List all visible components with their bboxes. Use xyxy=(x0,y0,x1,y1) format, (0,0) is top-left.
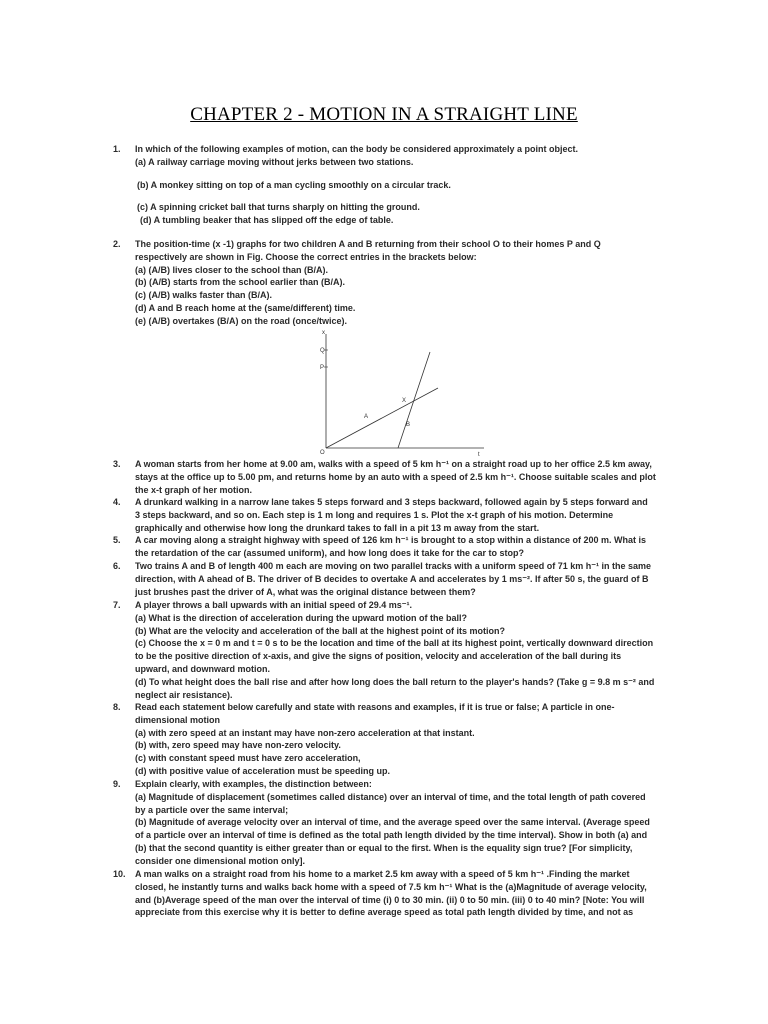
question-text: A woman starts from her home at 9.00 am, walks with a speed of 5 km h⁻¹ on a straight road up to her office 2.5 km away, xyxy=(135,459,652,469)
option-a: (a) with zero speed at an instant may have non-zero acceleration at that instant. xyxy=(135,727,475,738)
question-text: just brushes past the driver of A, what was the original distance between them? xyxy=(135,586,476,597)
question-number: 8. xyxy=(113,702,121,712)
question-text: A drunkard walking in a narrow lane takes 5 steps forward and 3 steps backward, followed again by 5 steps forward and xyxy=(135,497,648,507)
question-2 xyxy=(113,238,683,328)
option-c: (c) with constant speed must have zero acceleration, xyxy=(135,753,361,764)
question-text: appreciate from this exercise why it is better to define average speed as total path length divided by time, and not as xyxy=(135,907,634,918)
question-number: 9. xyxy=(113,779,121,789)
question-4 xyxy=(113,496,683,534)
position-time-graph xyxy=(318,330,488,458)
option-b: (b) (A/B) starts from the school earlier than (B/A). xyxy=(135,277,346,288)
question-number: 4. xyxy=(113,497,121,507)
question-text: 3 steps backward, and so on. Each step is 1 m long and requires 1 s. Plot the x-t graph of his motion. Determine xyxy=(135,509,614,520)
option-d: (d) A tumbling beaker that has slipped off the edge of table. xyxy=(140,215,394,226)
option-b: of a particle over an interval of time is defined as the total path length divided by the time interval). Show in both (a) and xyxy=(135,830,648,841)
question-9 xyxy=(113,778,683,868)
option-a: (a) A railway carriage moving without jerks between two stations. xyxy=(135,156,414,167)
question-text: respectively are shown in Fig. Choose the correct entries in the brackets below: xyxy=(135,251,477,262)
option-b: (b) Magnitude of average velocity over an interval of time, and the average speed over the same interval. (Average speed xyxy=(135,817,650,828)
question-text: Read each statement below carefully and state with reasons and examples, if it is true or false; A particle in one- xyxy=(135,702,615,712)
cross-label: X xyxy=(402,398,407,404)
line-b-label: B xyxy=(406,422,411,428)
question-5 xyxy=(113,534,683,560)
option-d: (d) To what height does the ball rise and after how long does the ball return to the player's hands? (Take g = 9.8 m s⁻² and xyxy=(135,676,655,687)
question-text: Two trains A and B of length 400 m each are moving on two parallel tracks with a uniform speed of 71 km h⁻¹ in the same xyxy=(135,561,652,571)
option-c: (c) (A/B) walks faster than (B/A). xyxy=(135,290,273,301)
question-6 xyxy=(113,560,683,598)
question-text: stays at the office up to 5.00 pm, and returns home by an auto with a speed of 2.5 km h⁻¹. Choose suitable scales and plot xyxy=(135,471,656,482)
option-d: neglect air resistance). xyxy=(135,689,233,700)
question-number: 7. xyxy=(113,600,121,610)
question-7 xyxy=(113,599,683,701)
question-number: 10. xyxy=(113,869,126,879)
option-b: (b) What are the velocity and acceleration of the ball at the highest point of its motion? xyxy=(135,625,506,636)
option-c: (c) Choose the x = 0 m and t = 0 s to be the location and time of the ball at its highest point, vertically downward direction xyxy=(135,638,654,649)
question-text: graphically and otherwise how long the drunkard takes to fall in a pit 13 m away from the start. xyxy=(135,522,540,533)
question-number: 2. xyxy=(113,239,121,249)
option-c: (c) A spinning cricket ball that turns sharply on hitting the ground. xyxy=(137,202,420,213)
x-axis-label: x xyxy=(322,330,325,336)
option-c: to be the positive direction of x-axis, and give the signs of position, velocity and acceleration of the ball during its xyxy=(135,651,622,662)
t-axis-label: t xyxy=(478,452,480,458)
question-number: 6. xyxy=(113,561,121,571)
option-b: (b) A monkey sitting on top of a man cycling smoothly on a circular track. xyxy=(137,179,451,190)
graph-svg xyxy=(318,330,488,458)
question-text: A man walks on a straight road from his home to a market 2.5 km away with a speed of 5 km h⁻¹ .Finding the market xyxy=(135,869,630,879)
question-text: A player throws a ball upwards with an initial speed of 29.4 ms⁻¹. xyxy=(135,600,412,610)
question-3 xyxy=(113,458,683,496)
option-b: consider one dimensional motion only]. xyxy=(135,855,306,866)
option-a: (a) (A/B) lives closer to the school than (B/A). xyxy=(135,264,329,275)
option-c: upward, and downward motion. xyxy=(135,663,270,674)
option-a: (a) Magnitude of displacement (sometimes called distance) over an interval of time, and the total length of path covered xyxy=(135,791,646,802)
option-d: (d) with positive value of acceleration must be speeding up. xyxy=(135,765,391,776)
page-title: CHAPTER 2 - MOTION IN A STRAIGHT LINE xyxy=(190,104,578,125)
origin-label: O xyxy=(320,450,325,456)
q-label: Q xyxy=(320,348,325,354)
question-number: 1. xyxy=(113,144,121,154)
question-1 xyxy=(113,143,683,227)
question-text: direction, with A ahead of B. The driver of B decides to overtake A and accelerates by 1 ms⁻². If after 50 s, the guard of B xyxy=(135,573,649,584)
line-a-label: A xyxy=(364,414,369,420)
option-b: (b) with, zero speed may have non-zero velocity. xyxy=(135,740,341,751)
question-number: 5. xyxy=(113,535,121,545)
question-text: In which of the following examples of motion, can the body be considered approximately a point object. xyxy=(135,144,579,154)
line-a xyxy=(326,388,438,448)
question-10 xyxy=(113,868,683,919)
question-number: 3. xyxy=(113,459,121,469)
question-text: The position-time (x -1) graphs for two children A and B returning from their school O to their homes P and Q xyxy=(135,239,601,249)
option-a: by a particle over the same interval; xyxy=(135,804,289,815)
option-e: (e) (A/B) overtakes (B/A) on the road (once/twice). xyxy=(135,315,348,326)
question-text: dimensional motion xyxy=(135,714,221,725)
option-d: (d) A and B reach home at the (same/different) time. xyxy=(135,302,356,313)
question-text: the x-t graph of her motion. xyxy=(135,484,252,495)
question-text: A car moving along a straight highway with speed of 126 km h⁻¹ is brought to a stop within a distance of 200 m. What is xyxy=(135,535,646,545)
option-a: (a) What is the direction of acceleration during the upward motion of the ball? xyxy=(135,612,468,623)
question-8 xyxy=(113,701,683,778)
question-text: Explain clearly, with examples, the distinction between: xyxy=(135,779,372,789)
p-label: P xyxy=(320,365,325,371)
question-text: the retardation of the car (assumed uniform), and how long does it take for the car to stop? xyxy=(135,547,525,558)
question-text: closed, he instantly turns and walks back home with a speed of 7.5 km h⁻¹ What is the (a)Magnitude of average velocity, xyxy=(135,881,647,892)
question-text: and (b)Average speed of the man over the interval of time (i) 0 to 30 min. (ii) 0 to 50 min. (iii) 0 to 40 min? [Note: You will xyxy=(135,894,645,905)
option-b: (b) that the second quantity is either greater than or equal to the first. When is the equality sign true? [For simplicity, xyxy=(135,842,633,853)
